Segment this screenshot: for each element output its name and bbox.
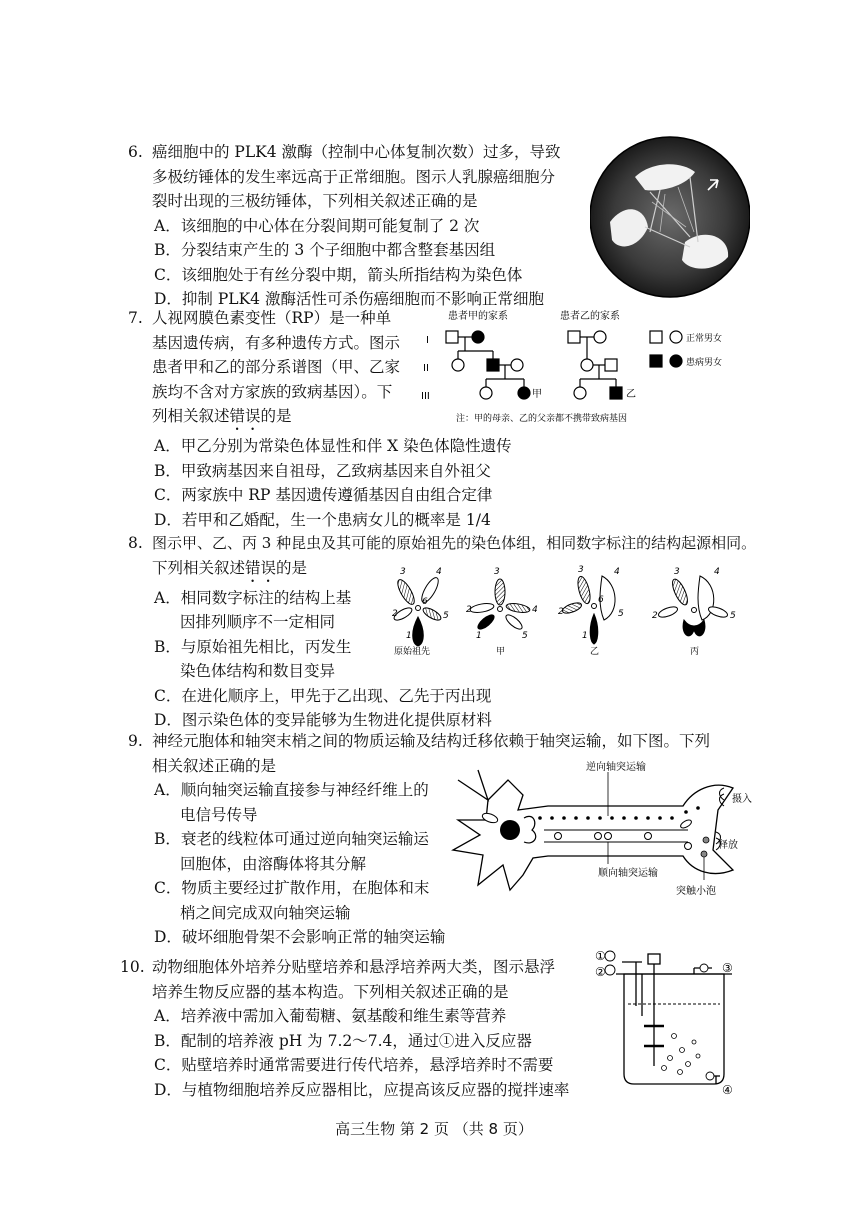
legend-affected: 患病男女 [686,358,723,368]
emphasis-wrong: 错误 [245,558,277,577]
port-4-label: ④ [722,1083,733,1096]
option-b-cont: 染色体结构和数目变异 [180,662,336,680]
question-stem-line: 人视网膜色素变性（RP）是一种单 [152,309,392,327]
chromosome-number: 1 [582,631,588,641]
option-b: B．配制的培养液 pH 为 7.2～7.4，通过①进入反应器 [154,1031,532,1050]
question-7: 7. 人视网膜色素变性（RP）是一种单 基因遗传病，有多种遗传方式。图示 患者甲和乙的部分系谱图（甲、乙家 族均不含对方家族的致病基因）。下 列相关叙述错误的是 A．甲乙分别为常染色体显性和伴 X 染色体隐性遗传 B．甲致病基因来自祖母，乙致病基因来自外祖父 C．两家族中 RP 基因遗传遵循基因自由组合定律 D．若甲和乙婚配，生一个患病女儿的概率是 1/4 [128,306,748,532]
chromosome-number: 4 [532,605,538,615]
chromosome-figure [388,562,758,657]
anterograde-transport-label: 顺向轴突运输 [598,868,658,879]
chromosome-label-bing: 丙 [690,647,700,657]
pedigree-title-jia: 患者甲的家系 [448,311,508,322]
option-d: D．抑制 PLK4 激酶活性可杀伤癌细胞而不影响正常细胞 [154,290,544,308]
neuron-figure [448,760,753,900]
port-3-label: ③ [722,961,733,975]
question-stem-line: 族均不含对方家族的致病基因）。下 [152,382,393,401]
bioreactor-figure [594,946,744,1096]
chromosome-number: 6 [422,597,428,607]
chromosome-number: 4 [436,567,442,577]
chromosome-number: 4 [714,567,720,577]
chromosome-number: 2 [558,607,564,617]
question-8: 8. 图示甲、乙、丙 3 种昆虫及其可能的原始祖先的染色体组，相同数字标注的结构起源相同。 下列相关叙述错误的是 A．相同数字标注的结构上基 因排列顺序不一定相同 B．与原始祖先相比，丙发生 染色体结构和数目变异 C．在进化顺序上，甲先于乙出现、乙先于丙出现 D．图示染色体的变异能够为生物进化提供原材料 [128,531,768,733]
option-c: C．贴壁培养时通常需要进行传代培养，悬浮培养时不需要 [154,1056,554,1074]
proband-yi-label: 乙 [626,389,636,400]
option-a: A．培养液中需加入葡萄糖、氨基酸和维生素等营养 [154,1007,507,1025]
chromosome-label-ancestor: 原始祖先 [394,647,431,657]
retrograde-transport-label: 逆向轴突运输 [586,762,646,773]
option-c: C．两家族中 RP 基因遗传遵循基因自由组合定律 [154,486,493,504]
uptake-label: 摄入 [732,794,752,805]
question-stem-line: 多极纺锤体的发生率远高于正常细胞。图示人乳腺癌细胞分 [152,167,556,186]
port-1-label: ① [595,949,606,963]
generation-label: III [421,391,430,402]
proband-jia-label: 甲 [532,389,542,400]
option-d: D．与植物细胞培养反应器相比，应提高该反应器的搅拌速率 [154,1080,570,1099]
option-a-cont: 因排列顺序不一定相同 [180,613,336,631]
question-stem-line: 患者甲和乙的部分系谱图（甲、乙家 [152,358,401,376]
option-d: D．破坏细胞骨架不会影响正常的轴突运输 [154,928,446,946]
chromosome-number: 2 [392,609,398,619]
spindle-micrograph [590,132,750,302]
generation-label: II [423,363,429,374]
question-number: 10. [120,958,145,976]
chromosome-number: 3 [674,567,680,577]
option-a: A．甲乙分别为常染色体显性和伴 X 染色体隐性遗传 [154,437,512,455]
option-c: C．物质主要经过扩散作用，在胞体和末 [154,879,430,897]
generation-label: I [426,335,429,346]
question-stem-line: 神经元胞体和轴突末梢之间的物质运输及结构迁移依赖于轴突运输，如下图。下列 [152,732,711,750]
port-2-label: ② [595,965,606,979]
chromosome-label-jia: 甲 [496,647,506,657]
synaptic-vesicle-label: 突触小泡 [676,886,716,897]
option-d: D．若甲和乙婚配，生一个患病女儿的概率是 1/4 [154,510,491,529]
chromosome-number: 2 [652,611,658,621]
option-c: C．该细胞处于有丝分裂中期，箭头所指结构为染色体 [154,265,523,284]
option-a: A．相同数字标注的结构上基 [154,588,352,607]
question-stem-line: 裂时出现的三极纺锤体，下列相关叙述正确的是 [152,192,478,210]
chromosome-number: 5 [730,611,736,621]
page-footer: 高三生物 第 2 页 （共 8 页） [335,1120,533,1138]
option-b: B．甲致病基因来自祖母，乙致病基因来自外祖父 [154,461,491,480]
chromosome-label-yi: 乙 [590,647,600,657]
chromosome-number: 5 [443,611,449,621]
option-a: A．顺向轴突运输直接参与神经纤维上的 [154,781,429,799]
question-stem-line: 基因遗传病，有多种遗传方式。图示 [152,333,401,352]
legend-normal: 正常男女 [686,334,723,344]
chromosome-number: 2 [466,605,472,615]
question-stem-line: 动物细胞体外培养分贴壁培养和悬浮培养两大类，图示悬浮 [152,958,556,976]
option-b-cont: 回胞体，由溶酶体将其分解 [180,854,367,873]
question-number: 8. [128,534,143,552]
question-stem-line: 癌细胞中的 PLK4 激酶（控制中心体复制次数）过多，导致 [152,143,561,161]
option-a: A．该细胞的中心体在分裂间期可能复制了 2 次 [154,216,480,235]
question-stem-line: 相关叙述正确的是 [152,756,277,775]
emphasis-wrong: 错误 [229,407,261,425]
release-label: 释放 [718,840,738,851]
chromosome-number: 1 [406,631,412,641]
option-c: C．在进化顺序上，甲先于乙出现、乙先于丙出现 [154,686,492,705]
pedigree-title-yi: 患者乙的家系 [560,311,620,322]
option-c-cont: 梢之间完成双向轴突运输 [180,903,351,922]
option-a-cont: 电信号传导 [180,805,258,824]
chromosome-number: 4 [614,567,620,577]
option-b: B．与原始祖先相比，丙发生 [154,637,352,656]
chromosome-number: 1 [476,631,482,641]
question-6 [128,140,598,312]
option-d: D．图示染色体的变异能够为生物进化提供原材料 [154,711,492,729]
chromosome-number: 3 [400,567,406,577]
question-10 [120,955,620,1102]
chromosome-number: 3 [578,565,584,575]
chromosome-number: 3 [494,567,500,577]
chromosome-number: 6 [598,595,604,605]
option-b: B．衰老的线粒体可通过逆向轴突运输运 [154,830,429,848]
chromosome-number: 5 [618,609,624,619]
question-number: 9. [128,732,143,750]
question-number: 6. [128,143,143,161]
pedigree-note: 注：甲的母亲、乙的父亲都不携带致病基因 [456,414,628,424]
question-number: 7. [128,309,143,327]
chromosome-number: 5 [522,631,528,641]
question-stem-line: 培养生物反应器的基本构造。下列相关叙述正确的是 [152,982,509,1001]
pedigree-figure [418,305,738,427]
question-stem-line: 图示甲、乙、丙 3 种昆虫及其可能的原始祖先的染色体组，相同数字标注的结构起源相同。 [152,534,757,552]
option-b: B．分裂结束产生的 3 个子细胞中都含整套基因组 [154,241,496,259]
